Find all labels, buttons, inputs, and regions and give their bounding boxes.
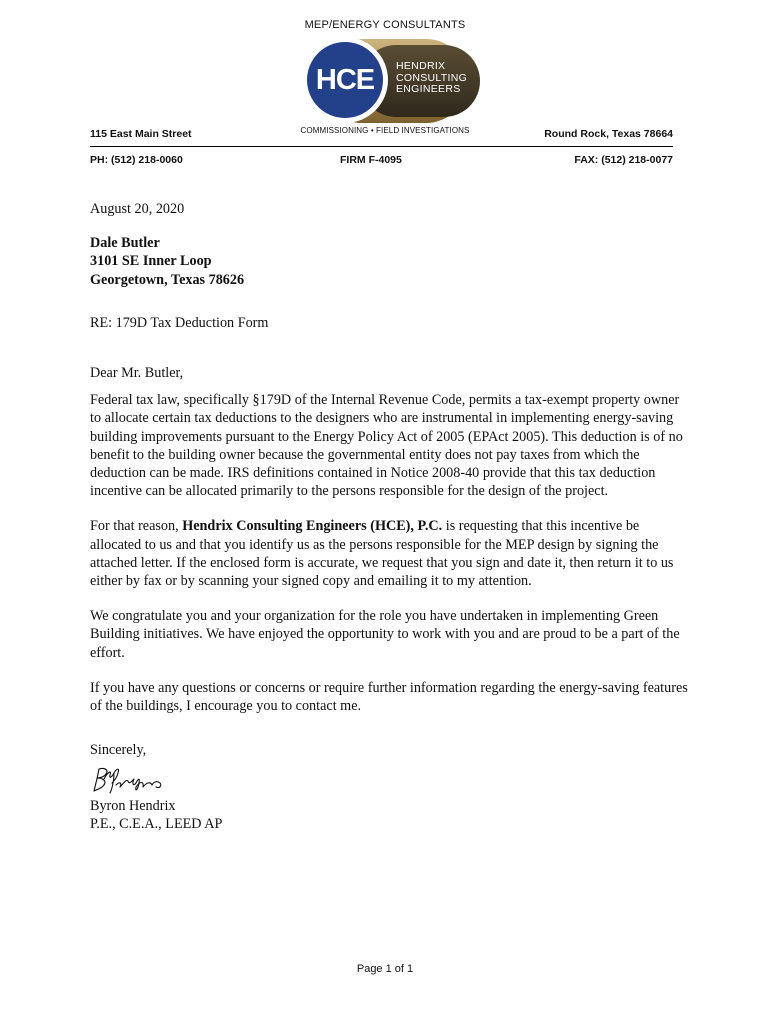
- logo-initials: HCE: [307, 42, 383, 118]
- signer-name: Byron Hendrix: [90, 798, 176, 815]
- street-address: 115 East Main Street: [90, 128, 192, 140]
- paragraph-3: We congratulate you and your organization for the role you have undertaken in implementing Green Building initiatives. We have enjoyed the opportunity to work with you and are proud to be a part of the effort.: [90, 608, 680, 661]
- page-number: Page 1 of 1: [356, 963, 414, 975]
- subject-line: RE: 179D Tax Deduction Form: [90, 314, 269, 331]
- logo-wordmark: HENDRIX CONSULTING ENGINEERS: [396, 60, 468, 95]
- signature-image: [90, 765, 190, 797]
- letter-body: [90, 200, 690, 833]
- closing: Sincerely,: [90, 742, 147, 759]
- firm-number: FIRM F-4095: [340, 154, 402, 166]
- fax-number: FAX: (512) 218-0077: [574, 154, 673, 166]
- company-name-bold: Hendrix Consulting Engineers (HCE), P.C.: [182, 518, 443, 535]
- company-logo: [302, 37, 472, 125]
- signer-block: [90, 797, 690, 833]
- letterhead-divider: [90, 146, 673, 147]
- recipient-address: [90, 234, 690, 289]
- signer-title: P.E., C.E.A., LEED AP: [90, 816, 223, 833]
- letterhead-tagline: MEP/ENERGY CONSULTANTS: [304, 19, 466, 31]
- paragraph-2: For that reason, Hendrix Consulting Engineers (HCE), P.C. is requesting that this incentive be allocated to us and that you identify us as the persons responsible for the MEP design by signing the attached letter. If the enclosed form is accurate, we request that you sign and date it, then return it to us either by fax or by scanning your signed copy and emailing it to my attention.: [90, 518, 674, 590]
- handwritten-signature: [90, 765, 690, 797]
- paragraph-4: If you have any questions or concerns or require further information regarding the energy-saving features of the buildings, I encourage you to contact me.: [90, 679, 688, 715]
- recipient-city: Georgetown, Texas 78626: [90, 271, 245, 288]
- phone-number: PH: (512) 218-0060: [90, 154, 183, 166]
- salutation: Dear Mr. Butler,: [90, 365, 184, 382]
- letter-date: August 20, 2020: [90, 201, 185, 217]
- city-address: Round Rock, Texas 78664: [544, 128, 673, 140]
- recipient-street: 3101 SE Inner Loop: [90, 253, 212, 270]
- paragraph-1: Federal tax law, specifically §179D of the Internal Revenue Code, permits a tax-exempt property owner to allocate certain tax deductions to the designers who are instrumental in implementing energy-saving building improvements pursuant to the Energy Policy Act of 2005 (EPAct 2005). This deduction is of no benefit to the building owner because the governmental entity does not pay taxes from which the deduction can be made. IRS definitions contained in Notice 2008-40 provide that this tax deduction incentive can be allocated primarily to the persons responsible for the design of the project.: [90, 392, 683, 500]
- logo-circle: [302, 37, 388, 123]
- recipient-name: Dale Butler: [90, 235, 160, 252]
- services-tagline: COMMISSIONING • FIELD INVESTIGATIONS: [300, 126, 470, 135]
